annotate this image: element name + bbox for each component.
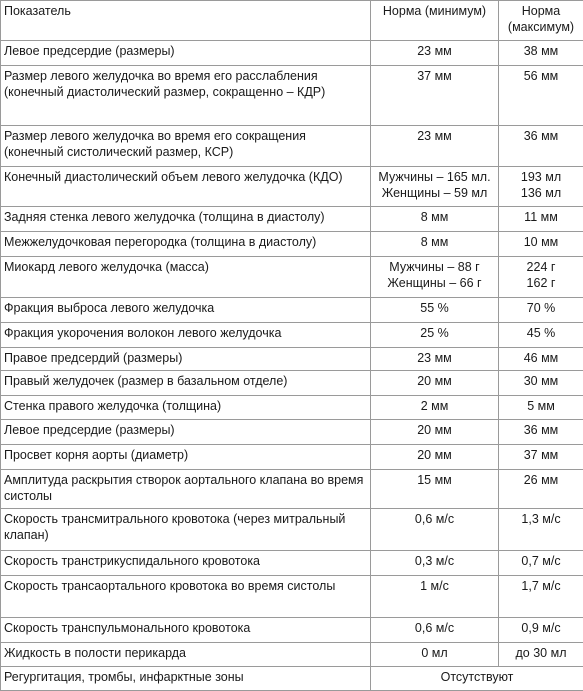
norm-min-value: 25 % bbox=[420, 326, 449, 340]
norm-min-value: 2 мм bbox=[420, 399, 449, 413]
parameter-cell: Конечный диастолический объем левого желудочка (КДО) bbox=[1, 167, 371, 207]
table-row bbox=[1, 420, 583, 445]
norm-min-cell bbox=[371, 420, 499, 445]
norm-max-value: 45 % bbox=[526, 326, 556, 340]
norm-min-cell bbox=[371, 576, 499, 618]
norm-min-cell bbox=[371, 257, 499, 298]
norm-min-cell bbox=[371, 66, 499, 126]
parameter-cell: Левое предсердие (размеры) bbox=[1, 420, 371, 445]
norm-min-cell bbox=[371, 207, 499, 232]
norm-min-cell bbox=[371, 643, 499, 667]
norm-max-value: 224 г bbox=[526, 260, 556, 274]
norm-min-value: 23 мм bbox=[417, 351, 452, 365]
parameter-cell: Жидкость в полости перикарда bbox=[1, 643, 371, 667]
norm-max-cell bbox=[499, 551, 583, 576]
norm-min-value: Женщины – 59 мл bbox=[381, 186, 488, 200]
norm-max-cell bbox=[499, 298, 583, 323]
norm-min-cell bbox=[371, 551, 499, 576]
parameter-cell: Просвет корня аорты (диаметр) bbox=[1, 445, 371, 470]
norm-min-cell bbox=[371, 445, 499, 470]
parameter-cell: Задняя стенка левого желудочка (толщина в диастолу) bbox=[1, 207, 371, 232]
norm-max-cell bbox=[499, 371, 583, 396]
norm-max-value: 0,9 м/с bbox=[521, 621, 561, 635]
parameter-cell: Амплитуда раскрытия створок аортального клапана во время систолы bbox=[1, 470, 371, 509]
norm-max-cell bbox=[499, 576, 583, 618]
norm-min-value: Женщины – 66 г bbox=[387, 276, 482, 290]
table-row bbox=[1, 643, 583, 667]
norm-min-value: 0 мл bbox=[421, 646, 448, 660]
norm-min-value: 8 мм bbox=[420, 210, 449, 224]
norm-max-value: 36 мм bbox=[523, 423, 559, 437]
parameter-cell: Скорость трансмитрального кровотока (через митральный клапан) bbox=[1, 509, 371, 551]
parameter-cell: Миокард левого желудочка (масса) bbox=[1, 257, 371, 298]
norm-min-value: 20 мм bbox=[417, 423, 452, 437]
norm-max-cell bbox=[499, 167, 583, 207]
norm-max-value: 193 мл bbox=[520, 170, 562, 184]
norm-min-value: Мужчины – 88 г bbox=[389, 260, 480, 274]
norm-max-cell bbox=[499, 66, 583, 126]
table-row bbox=[1, 348, 583, 371]
table-body bbox=[1, 41, 583, 691]
norm-max-cell bbox=[499, 643, 583, 667]
norm-max-value: 5 мм bbox=[527, 399, 555, 413]
table-row bbox=[1, 470, 583, 509]
norm-min-value: 1 м/с bbox=[420, 579, 449, 593]
norm-min-value: 23 мм bbox=[417, 44, 452, 58]
norm-min-cell bbox=[371, 618, 499, 643]
table-row bbox=[1, 66, 583, 126]
header-parameter: Показатель bbox=[1, 1, 371, 41]
norm-max-value: 136 мл bbox=[520, 186, 562, 200]
table-row bbox=[1, 232, 583, 257]
norm-max-value: 26 мм bbox=[523, 473, 559, 487]
parameter-cell: Регургитация, тромбы, инфарктные зоны bbox=[1, 667, 371, 691]
norm-max-value: 1,3 м/с bbox=[521, 512, 561, 526]
merged-norm-cell: Отсутствуют bbox=[371, 667, 583, 691]
norm-min-cell bbox=[371, 509, 499, 551]
norm-min-cell bbox=[371, 323, 499, 348]
table-row bbox=[1, 298, 583, 323]
header-norm-max-line2: (максимум) bbox=[507, 20, 575, 34]
parameter-cell: Размер левого желудочка во время его расслабления (конечный диастолический размер, сокращенно – КДР) bbox=[1, 66, 371, 126]
norm-max-value: 30 мм bbox=[523, 374, 559, 388]
norm-min-value: 20 мм bbox=[417, 448, 452, 462]
norm-min-cell bbox=[371, 396, 499, 420]
parameter-cell: Скорость транспульмонального кровотока bbox=[1, 618, 371, 643]
norm-max-cell bbox=[499, 257, 583, 298]
parameter-cell: Фракция выброса левого желудочка bbox=[1, 298, 371, 323]
table-row bbox=[1, 445, 583, 470]
norm-max-value: 1,7 м/с bbox=[521, 579, 561, 593]
header-norm-max-line1: Норма bbox=[521, 4, 561, 18]
norm-max-cell bbox=[499, 396, 583, 420]
parameter-cell: Стенка правого желудочка (толщина) bbox=[1, 396, 371, 420]
parameter-cell: Правое предсердий (размеры) bbox=[1, 348, 371, 371]
table-row-last bbox=[1, 667, 583, 691]
norm-max-cell bbox=[499, 323, 583, 348]
norm-min-value: 8 мм bbox=[420, 235, 449, 249]
norm-max-value: 56 мм bbox=[523, 69, 559, 83]
norm-max-cell bbox=[499, 509, 583, 551]
norm-min-value: Мужчины – 165 мл. bbox=[378, 170, 491, 184]
table-row bbox=[1, 551, 583, 576]
parameter-cell: Размер левого желудочка во время его сокращения (конечный систолический размер, КСР) bbox=[1, 126, 371, 167]
norm-max-cell bbox=[499, 207, 583, 232]
parameter-cell: Межжелудочковая перегородка (толщина в диастолу) bbox=[1, 232, 371, 257]
norm-min-value: 55 % bbox=[420, 301, 449, 315]
norm-max-cell bbox=[499, 445, 583, 470]
table-row bbox=[1, 371, 583, 396]
norm-min-cell bbox=[371, 371, 499, 396]
parameter-cell: Скорость транстрикуспидального кровотока bbox=[1, 551, 371, 576]
norm-min-cell bbox=[371, 41, 499, 66]
parameter-cell: Левое предсердие (размеры) bbox=[1, 41, 371, 66]
norm-max-value: 70 % bbox=[526, 301, 556, 315]
norm-max-cell bbox=[499, 618, 583, 643]
table-row bbox=[1, 257, 583, 298]
norm-max-cell bbox=[499, 420, 583, 445]
parameter-cell: Правый желудочек (размер в базальном отделе) bbox=[1, 371, 371, 396]
header-norm-max bbox=[499, 1, 583, 41]
norm-min-value: 0,6 м/с bbox=[414, 621, 455, 635]
norm-min-cell bbox=[371, 470, 499, 509]
norm-min-value: 15 мм bbox=[417, 473, 452, 487]
table-row bbox=[1, 509, 583, 551]
norm-min-cell bbox=[371, 167, 499, 207]
norm-min-cell bbox=[371, 232, 499, 257]
norm-max-value: 36 мм bbox=[523, 129, 559, 143]
norm-min-cell bbox=[371, 126, 499, 167]
norm-max-value: 38 мм bbox=[523, 44, 559, 58]
norm-min-cell bbox=[371, 298, 499, 323]
table-row bbox=[1, 396, 583, 420]
norm-min-value: 0,3 м/с bbox=[414, 554, 455, 568]
norm-max-cell bbox=[499, 41, 583, 66]
norm-max-cell bbox=[499, 348, 583, 371]
norm-max-value: 162 г bbox=[526, 276, 556, 290]
table-row bbox=[1, 167, 583, 207]
norm-max-cell bbox=[499, 126, 583, 167]
table-row bbox=[1, 207, 583, 232]
norm-max-value: 0,7 м/с bbox=[521, 554, 561, 568]
norm-min-value: 0,6 м/с bbox=[414, 512, 455, 526]
norm-max-value: 37 мм bbox=[523, 448, 559, 462]
norm-min-value: 37 мм bbox=[417, 69, 452, 83]
table-row bbox=[1, 576, 583, 618]
table-row bbox=[1, 41, 583, 66]
parameter-cell: Скорость трансаортального кровотока во время систолы bbox=[1, 576, 371, 618]
table-row bbox=[1, 323, 583, 348]
norm-max-value: 11 мм bbox=[524, 210, 558, 224]
norm-max-value: 46 мм bbox=[523, 351, 559, 365]
norm-min-value: 23 мм bbox=[417, 129, 452, 143]
parameter-cell: Фракция укорочения волокон левого желудочка bbox=[1, 323, 371, 348]
header-norm-min: Норма (минимум) bbox=[371, 1, 499, 41]
norm-max-cell bbox=[499, 232, 583, 257]
norm-min-value: 20 мм bbox=[417, 374, 452, 388]
norm-max-value: 10 мм bbox=[523, 235, 559, 249]
table-header-row bbox=[1, 1, 583, 41]
norm-min-cell bbox=[371, 348, 499, 371]
norm-max-cell bbox=[499, 470, 583, 509]
table-row bbox=[1, 126, 583, 167]
table-row bbox=[1, 618, 583, 643]
norm-max-value: до 30 мл bbox=[515, 646, 567, 660]
